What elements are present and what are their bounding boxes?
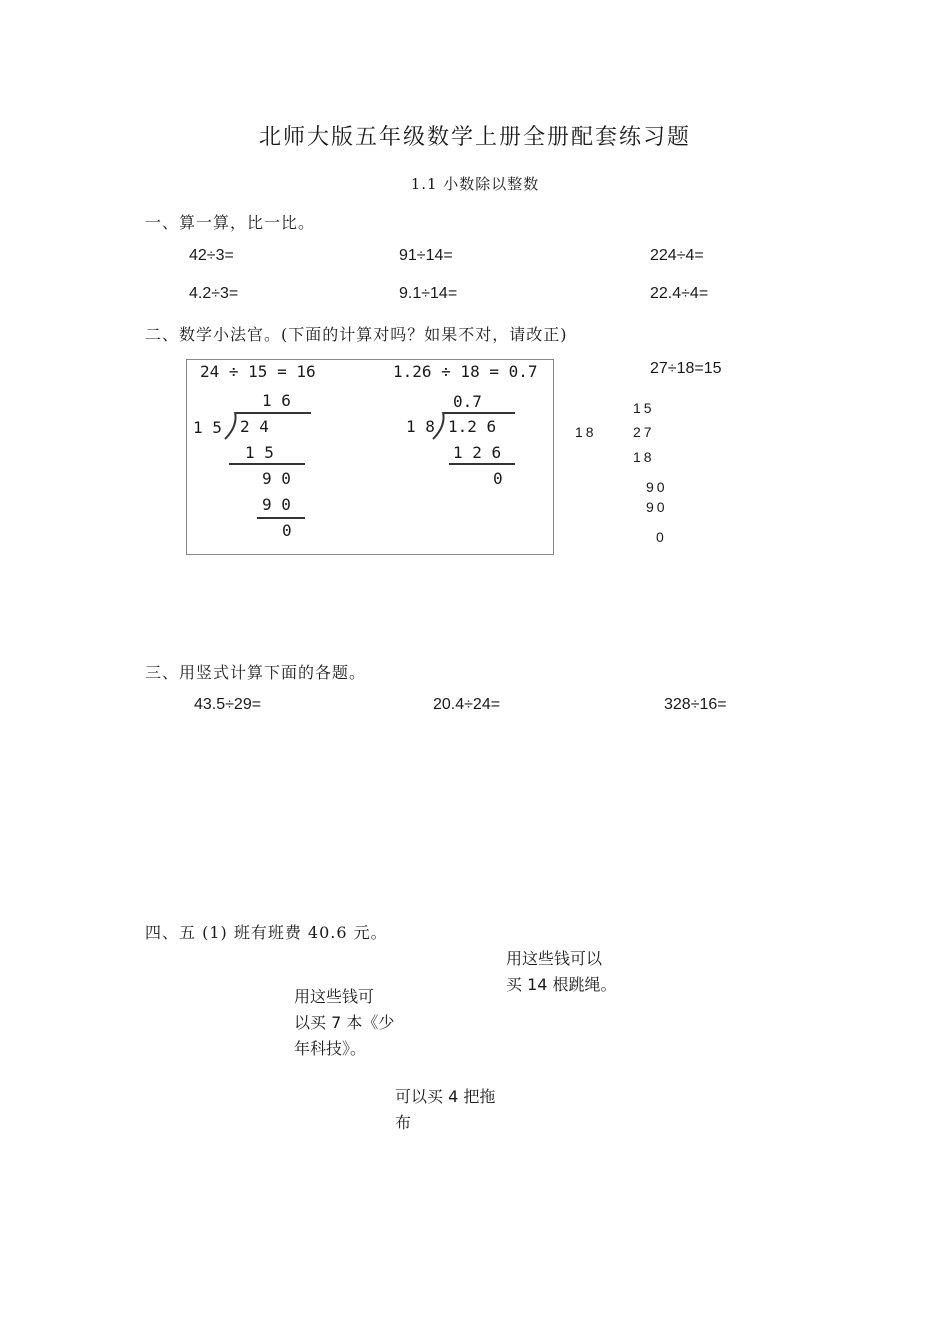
problem: 42÷3=: [189, 247, 234, 264]
judge-image-box: [186, 359, 554, 555]
step: 9 0: [262, 469, 291, 488]
step: 1 5: [245, 443, 274, 462]
subtraction-line: [449, 463, 515, 465]
bubble-line: 用这些钱可以: [506, 949, 603, 968]
problem: 4.2÷3=: [189, 285, 239, 302]
divisor: 18: [575, 424, 597, 440]
step: 90: [646, 499, 668, 515]
section4-heading: 四、五 (1) 班有班费 40.6 元。: [145, 923, 388, 942]
bubble-line: 可以买 4 把拖: [395, 1087, 496, 1106]
quotient: 0.7: [453, 392, 482, 411]
bubble-line: 布: [395, 1113, 412, 1132]
bubble-line: 用这些钱可: [294, 987, 375, 1006]
section3-heading: 三、用竖式计算下面的各题。: [145, 663, 367, 682]
division-bar: [235, 412, 311, 414]
step: 9 0: [262, 495, 291, 514]
section2-heading: 二、数学小法官。(下面的计算对吗？如果不对，请改正): [145, 325, 568, 344]
problem: 20.4÷24=: [433, 696, 501, 713]
bubble-line: 年科技》。: [294, 1039, 367, 1058]
problem: 91÷14=: [399, 247, 453, 264]
page-title: 北师大版五年级数学上册全册配套练习题: [258, 125, 691, 150]
section-subtitle: 1.1 小数除以整数: [410, 175, 540, 193]
equation-2: 1.26 ÷ 18 = 0.7: [393, 362, 538, 381]
problem: 224÷4=: [650, 247, 704, 264]
step: 18: [633, 449, 655, 465]
dividend: 27: [633, 424, 655, 440]
remainder: 0: [282, 521, 292, 540]
division-bar: [443, 412, 515, 414]
division-bracket: [223, 412, 239, 440]
problem: 9.1÷14=: [399, 285, 458, 302]
problem: 328÷16=: [664, 696, 727, 713]
dividend: 2 4: [240, 417, 269, 436]
problem: 22.4÷4=: [650, 285, 709, 302]
speech-bubble-mops: [395, 1084, 495, 1136]
quotient: 15: [633, 400, 655, 416]
remainder: 0: [656, 529, 667, 545]
step: 1 2 6: [453, 443, 502, 462]
quotient: 1 6: [262, 391, 291, 410]
problem: 43.5÷29=: [194, 696, 262, 713]
divisor: 1 5: [193, 418, 222, 437]
bubble-line: 以买 7 本《少: [294, 1013, 395, 1032]
divisor: 1 8: [406, 417, 435, 436]
speech-bubble-rope: [506, 946, 617, 998]
remainder: 0: [493, 469, 503, 488]
equation-1: 24 ÷ 15 = 16: [200, 362, 316, 381]
speech-bubble-books: [294, 984, 394, 1062]
subtraction-line: [257, 517, 305, 519]
dividend: 1.2 6: [448, 417, 497, 436]
bubble-line: 买 14 根跳绳。: [506, 975, 617, 994]
section1-heading: 一、算一算，比一比。: [145, 213, 316, 232]
subtraction-line: [229, 463, 305, 465]
step: 90: [646, 479, 668, 495]
side-equation: 27÷18=15: [650, 360, 722, 377]
